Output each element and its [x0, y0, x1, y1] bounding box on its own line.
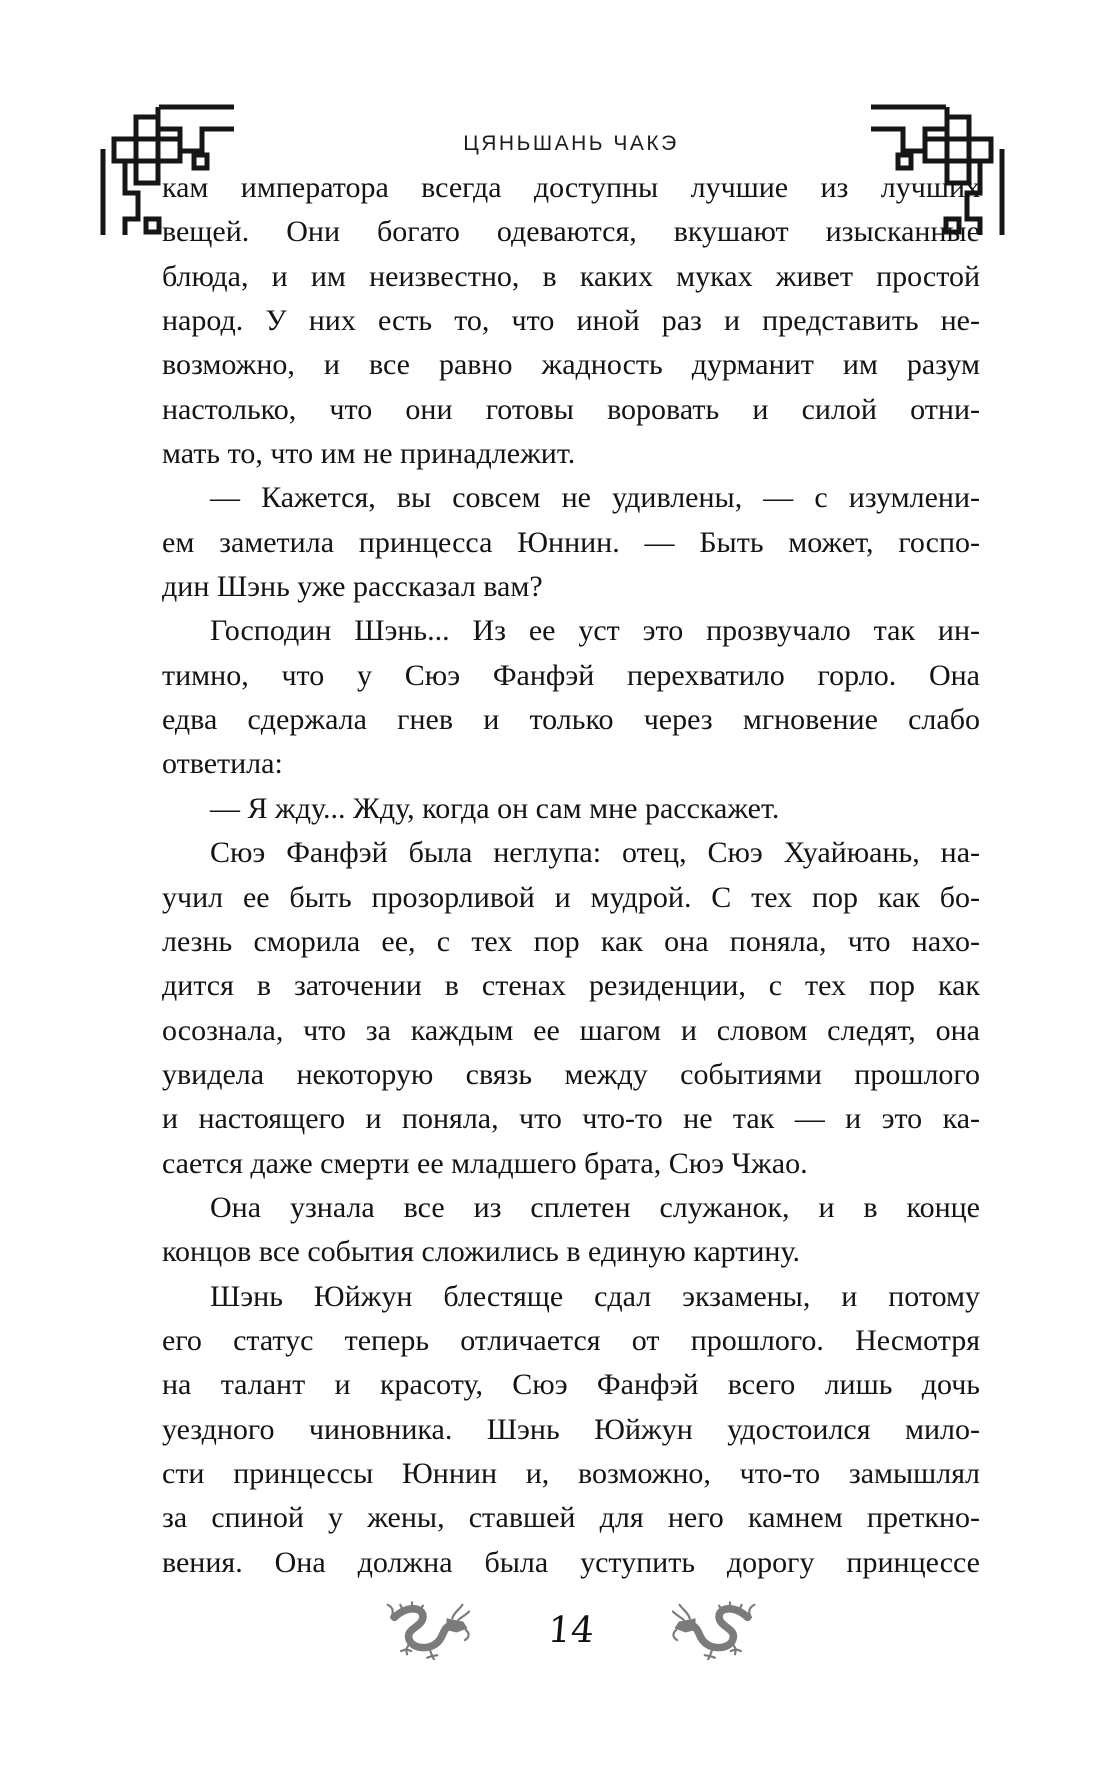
body-text — [162, 166, 980, 1585]
text-line: на талант и красоту, Сюэ Фанфэй всего лишь дочь — [162, 1368, 980, 1402]
text-line: за спиной у жены, ставшей для него камнем преткно- — [162, 1501, 980, 1535]
text-line: дится в заточении в стенах резиденции, с тех пор как — [162, 969, 980, 1003]
text-line: дин Шэнь уже рассказал вам? — [162, 570, 543, 604]
text-line: настолько, что они готовы воровать и силой отни- — [162, 392, 980, 426]
text-line: Она узнала все из сплетен служанок, и в конце — [210, 1190, 980, 1224]
text-line: тимно, что у Сюэ Фанфэй перехватило горло. Она — [162, 658, 980, 692]
text-line: учил ее быть прозорливой и мудрой. С тех пор как бо- — [162, 880, 980, 914]
text-line: ем заметила принцесса Юннин. — Быть может, госпо- — [162, 525, 980, 559]
text-line: уездного чиновника. Шэнь Юйжун удостоился мило- — [162, 1412, 980, 1446]
text-line: лезнь сморила ее, с тех пор как она поняла, что нахо- — [162, 924, 980, 958]
text-line: Господин Шэнь... Из ее уст это прозвучало так ин- — [210, 614, 980, 648]
page-number: 14 — [546, 1609, 596, 1651]
text-line: концов все события сложились в единую картину. — [162, 1235, 800, 1269]
text-line: Сюэ Фанфэй была неглупа: отец, Сюэ Хуайюань, на- — [210, 836, 980, 870]
text-line: его статус теперь отличается от прошлого. Несмотря — [162, 1323, 980, 1357]
text-line: осознала, что за каждым ее шагом и словом следят, она — [162, 1013, 980, 1047]
text-line: и настоящего и поняла, что что-то не так — и это ка- — [162, 1102, 980, 1136]
running-title: ЦЯНЬШАНЬ ЧАКЭ — [463, 132, 679, 155]
text-line: народ. У них есть то, что иной раз и представить не- — [162, 304, 980, 338]
text-line: ответила: — [162, 747, 283, 781]
text-line: вещей. Они богато одеваются, вкушают изысканные — [162, 215, 980, 249]
text-line: сти принцессы Юннин и, возможно, что-то замышлял — [162, 1456, 980, 1490]
dragon-icon — [672, 1600, 756, 1660]
text-line: увидела некоторую связь между событиями прошлого — [162, 1057, 980, 1091]
text-line: сается даже смерти ее младшего брата, Сюэ Чжао. — [162, 1146, 808, 1180]
dragon-icon — [386, 1600, 470, 1660]
text-line: мать то, что им не принадлежит. — [162, 437, 576, 471]
text-line: вения. Она должна была уступить дорогу принцессе — [162, 1545, 980, 1579]
text-line: едва сдержала гнев и только через мгновение слабо — [162, 703, 980, 737]
page-footer — [162, 1600, 980, 1660]
text-line: — Кажется, вы совсем не удивлены, — с изумлени- — [210, 481, 980, 515]
text-line: кам императора всегда доступны лучшие из лучших — [162, 171, 980, 204]
text-line: блюда, и им неизвестно, в каких муках живет простой — [162, 259, 980, 293]
text-line: — Я жду... Жду, когда он сам мне расскажет. — [210, 791, 780, 825]
text-line: Шэнь Юйжун блестяще сдал экзамены, и потому — [210, 1279, 980, 1313]
text-line: возможно, и все равно жадность дурманит им разум — [162, 348, 980, 382]
